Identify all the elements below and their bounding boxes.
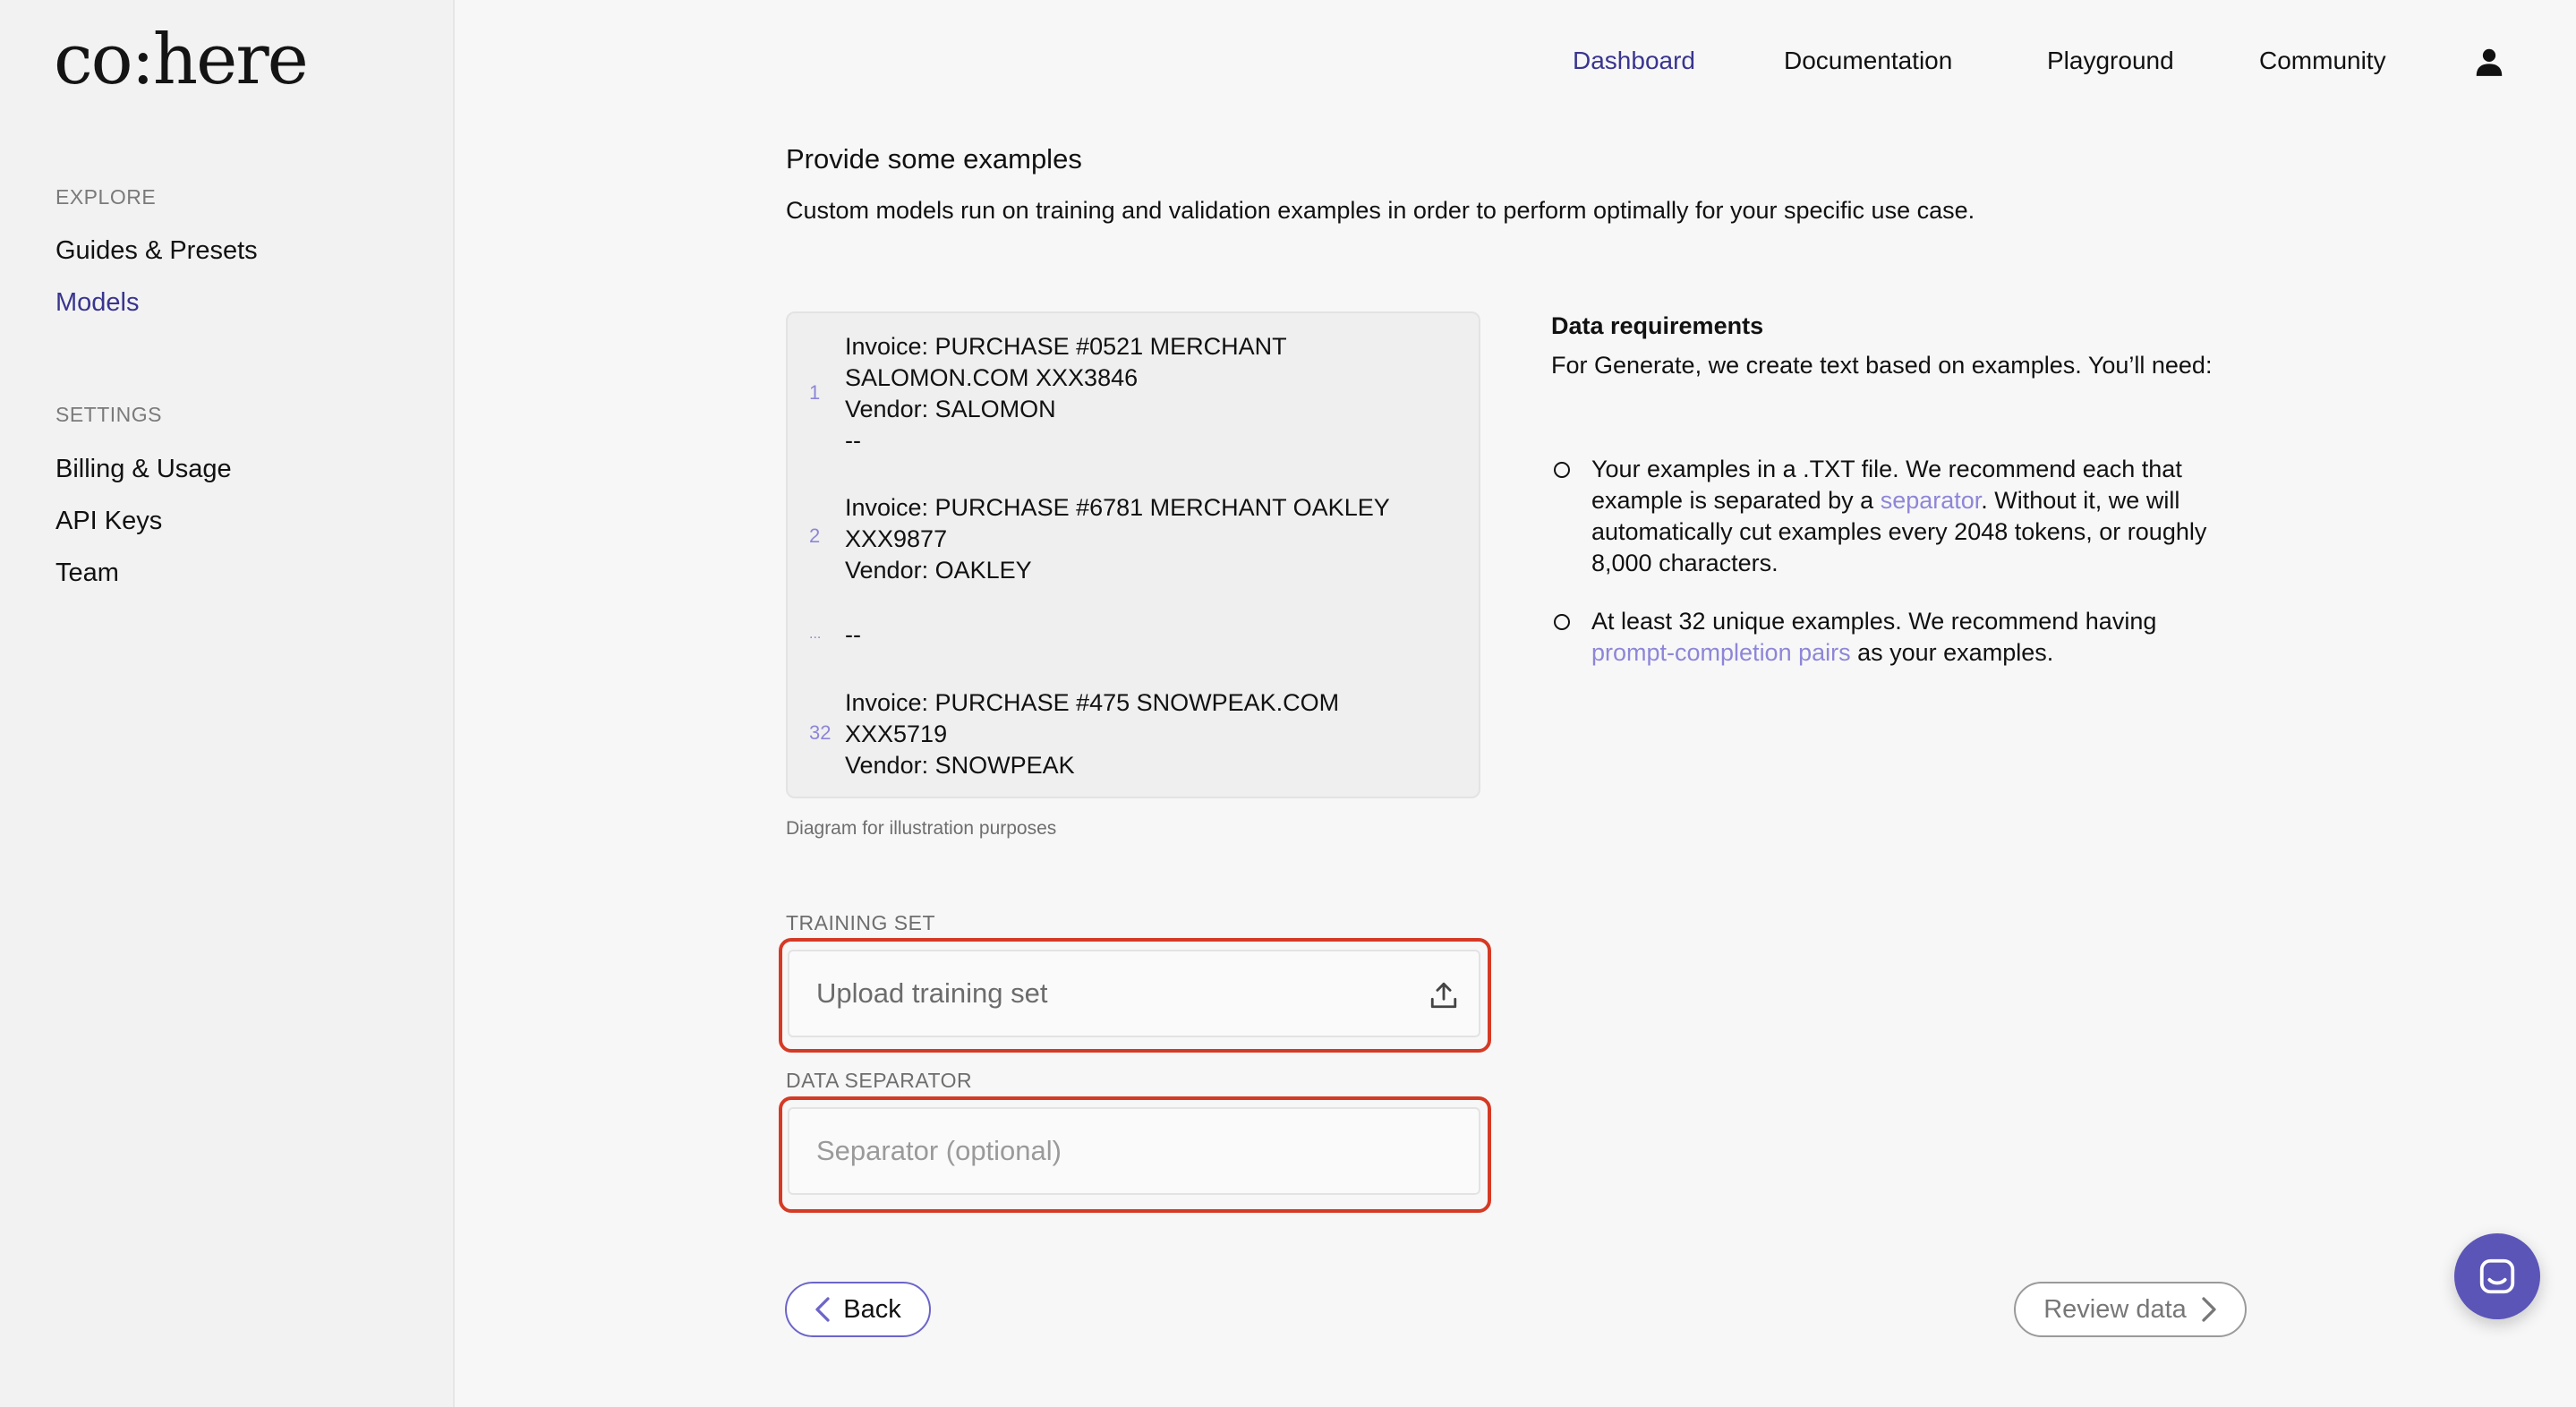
- requirement-text: . Without it, we will automatically cut examples every 2048 tokens, or roughly 8,000 characters.: [1591, 487, 2207, 576]
- prompt-completion-pairs-link[interactable]: prompt-completion pairs: [1591, 639, 1851, 666]
- example-number: 32: [809, 721, 832, 744]
- bullet-circle-icon: [1554, 462, 1570, 478]
- nav-dashboard[interactable]: Dashboard: [1573, 47, 1695, 74]
- sidebar-item-api-keys[interactable]: API Keys: [55, 507, 163, 535]
- nav-documentation[interactable]: Documentation: [1784, 47, 1953, 74]
- chevron-left-icon: [815, 1296, 831, 1323]
- example-line: Invoice: PURCHASE #475 SNOWPEAK.COM: [845, 689, 1340, 716]
- bullet-circle-icon: [1554, 614, 1570, 630]
- review-data-button[interactable]: [2014, 1282, 2247, 1337]
- sidebar-item-billing-usage[interactable]: Billing & Usage: [55, 455, 232, 483]
- page-title: Provide some examples: [786, 143, 1082, 175]
- example-line: Invoice: PURCHASE #0521 MERCHANT: [845, 333, 1287, 360]
- requirement-text: At least 32 unique examples. We recommend having: [1591, 608, 2157, 635]
- example-number: 2: [809, 524, 821, 547]
- nav-playground[interactable]: Playground: [2047, 47, 2174, 74]
- requirement-text: Your examples in a .TXT file. We recommend each that example is separated by a: [1591, 456, 2182, 514]
- sidebar-item-team[interactable]: Team: [55, 559, 119, 587]
- example-number: ...: [809, 627, 822, 642]
- example-line: --: [845, 427, 861, 454]
- user-icon[interactable]: [2472, 45, 2506, 79]
- example-line: Vendor: SALOMON: [845, 396, 1056, 422]
- requirement-text: as your examples.: [1850, 639, 2054, 666]
- upload-training-set-field[interactable]: [788, 950, 1480, 1037]
- upload-icon[interactable]: [1429, 980, 1459, 1010]
- example-line: SALOMON.COM XXX3846: [845, 364, 1139, 391]
- nav-community[interactable]: Community: [2259, 47, 2386, 74]
- chat-icon: [2477, 1256, 2518, 1297]
- requirements-intro: For Generate, we create text based on examples. You’ll need:: [1551, 352, 2213, 379]
- example-diagram: [786, 311, 1480, 798]
- requirements-title: Data requirements: [1551, 312, 1764, 339]
- data-separator-label: DATA SEPARATOR: [786, 1069, 973, 1092]
- sidebar-item-models[interactable]: Models: [55, 288, 140, 317]
- back-button[interactable]: [785, 1282, 931, 1337]
- separator-field: [788, 1107, 1480, 1195]
- back-button-label: Back: [843, 1294, 901, 1324]
- cohere-logo[interactable]: co:here: [54, 20, 307, 100]
- example-number: 1: [809, 381, 821, 404]
- example-line: Vendor: OAKLEY: [845, 557, 1032, 584]
- separator-link[interactable]: separator: [1880, 487, 1982, 514]
- diagram-caption: Diagram for illustration purposes: [786, 818, 1057, 839]
- training-set-label: TRAINING SET: [786, 911, 936, 934]
- requirement-item-txt-file: [1591, 454, 2245, 579]
- settings-section-label: SETTINGS: [55, 403, 163, 426]
- requirement-item-unique-examples: [1591, 606, 2245, 669]
- upload-placeholder: Upload training set: [816, 977, 1048, 1009]
- sidebar: [0, 0, 455, 1407]
- example-line: XXX9877: [845, 525, 948, 552]
- separator-input[interactable]: [816, 1135, 1425, 1167]
- example-line: XXX5719: [845, 721, 948, 747]
- review-data-label: Review data: [2043, 1294, 2187, 1324]
- example-line: Invoice: PURCHASE #6781 MERCHANT OAKLEY: [845, 494, 1390, 521]
- sidebar-item-guides-presets[interactable]: Guides & Presets: [55, 236, 258, 265]
- page-subtitle: Custom models run on training and validation examples in order to perform optimally for your specific use case.: [786, 197, 1975, 224]
- example-line: --: [845, 621, 861, 648]
- explore-section-label: EXPLORE: [55, 185, 157, 209]
- chat-launcher-button[interactable]: [2454, 1233, 2540, 1319]
- example-line: Vendor: SNOWPEAK: [845, 752, 1075, 779]
- chevron-right-icon: [2201, 1296, 2217, 1323]
